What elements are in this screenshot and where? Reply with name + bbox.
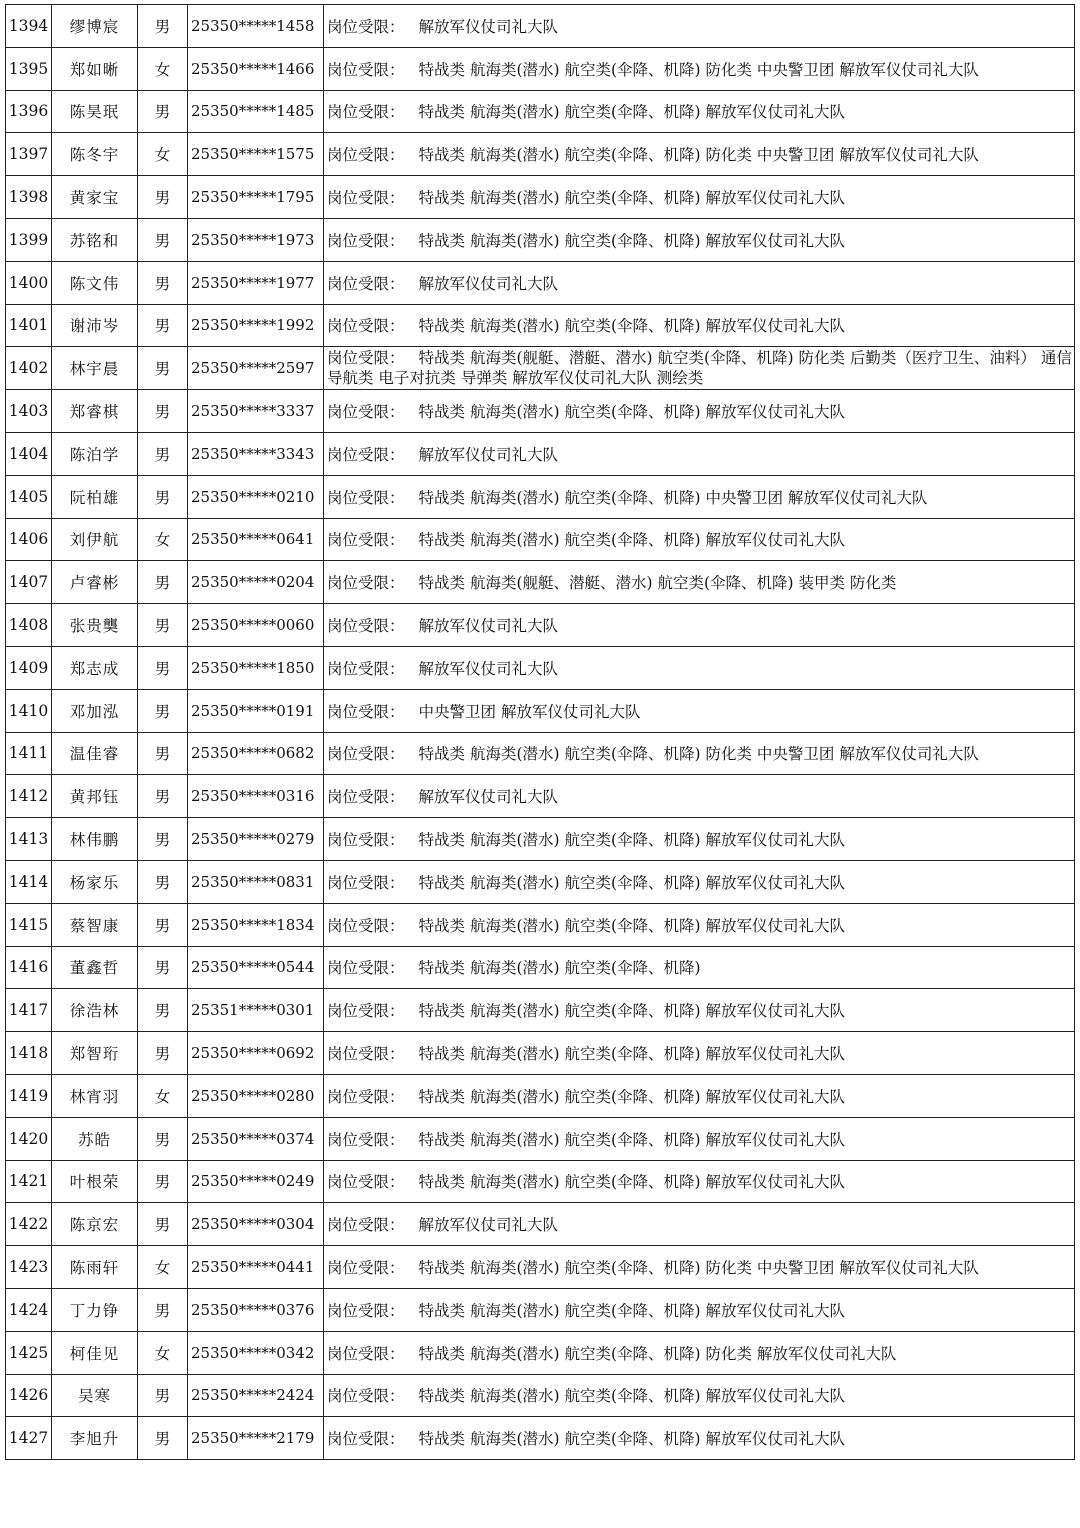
restriction-cell xyxy=(324,732,1075,775)
row-number-cell: 1427 xyxy=(6,1417,52,1460)
restriction-list: 解放军仪仗司礼大队 xyxy=(418,274,559,293)
id-number-cell: 25351*****0301 xyxy=(188,989,324,1032)
name-cell: 卢睿彬 xyxy=(52,561,138,604)
restriction-cell xyxy=(324,347,1075,390)
restriction-list: 解放军仪仗司礼大队 xyxy=(418,659,559,678)
table-row xyxy=(6,475,1075,518)
table-row xyxy=(6,1374,1075,1417)
restriction-label: 岗位受限： xyxy=(327,146,405,165)
restriction-label: 岗位受限： xyxy=(327,959,405,978)
table-row xyxy=(6,860,1075,903)
restriction-label: 岗位受限： xyxy=(327,189,405,208)
restriction-cell xyxy=(324,475,1075,518)
restriction-label: 岗位受限： xyxy=(327,274,405,293)
row-number-cell: 1404 xyxy=(6,432,52,475)
restriction-list: 特战类 航海类(潜水) 航空类(伞降、机降) 防化类 中央警卫团 解放军仪仗司礼大队 xyxy=(418,745,979,764)
table-row xyxy=(6,646,1075,689)
id-number-cell: 25350*****0210 xyxy=(188,475,324,518)
row-number-cell: 1421 xyxy=(6,1160,52,1203)
name-cell: 陈冬宇 xyxy=(52,133,138,176)
gender-cell: 男 xyxy=(138,1203,188,1246)
name-cell: 陈文伟 xyxy=(52,261,138,304)
restriction-cell xyxy=(324,133,1075,176)
row-number-cell: 1406 xyxy=(6,518,52,561)
gender-cell: 男 xyxy=(138,176,188,219)
id-number-cell: 25350*****0376 xyxy=(188,1288,324,1331)
restriction-list: 特战类 航海类(潜水) 航空类(伞降、机降) 解放军仪仗司礼大队 xyxy=(418,1002,845,1021)
restriction-list: 特战类 航海类(潜水) 航空类(伞降、机降) 解放军仪仗司礼大队 xyxy=(418,916,845,935)
table-row xyxy=(6,1117,1075,1160)
restriction-label: 岗位受限： xyxy=(327,1087,405,1106)
restriction-label: 岗位受限： xyxy=(327,231,405,250)
gender-cell: 男 xyxy=(138,903,188,946)
gender-cell: 女 xyxy=(138,1331,188,1374)
id-number-cell: 25350*****1850 xyxy=(188,646,324,689)
restriction-list: 特战类 航海类(潜水) 航空类(伞降、机降) 防化类 中央警卫团 解放军仪仗司礼大队 xyxy=(418,60,979,79)
table-row xyxy=(6,1032,1075,1075)
gender-cell: 男 xyxy=(138,5,188,48)
gender-cell: 女 xyxy=(138,518,188,561)
restriction-label: 岗位受限： xyxy=(327,1216,405,1235)
restriction-list: 解放军仪仗司礼大队 xyxy=(418,617,559,636)
restriction-cell xyxy=(324,946,1075,989)
name-cell: 陈京宏 xyxy=(52,1203,138,1246)
restriction-cell xyxy=(324,1417,1075,1460)
restriction-label: 岗位受限： xyxy=(327,659,405,678)
restriction-label: 岗位受限： xyxy=(327,916,405,935)
row-number-cell: 1399 xyxy=(6,218,52,261)
restriction-cell xyxy=(324,176,1075,219)
restriction-cell xyxy=(324,1246,1075,1289)
table-row xyxy=(6,989,1075,1032)
id-number-cell: 25350*****2179 xyxy=(188,1417,324,1460)
restriction-cell xyxy=(324,1074,1075,1117)
name-cell: 李旭升 xyxy=(52,1417,138,1460)
row-number-cell: 1395 xyxy=(6,47,52,90)
id-number-cell: 25350*****0692 xyxy=(188,1032,324,1075)
restriction-list: 特战类 航海类(潜水) 航空类(伞降、机降) 解放军仪仗司礼大队 xyxy=(418,1130,845,1149)
table-row xyxy=(6,1288,1075,1331)
table-row xyxy=(6,218,1075,261)
name-cell: 陈昊珉 xyxy=(52,90,138,133)
table-row xyxy=(6,5,1075,48)
restriction-label: 岗位受限： xyxy=(327,488,405,507)
gender-cell: 男 xyxy=(138,1160,188,1203)
restriction-list: 特战类 航海类(潜水) 航空类(伞降、机降) 中央警卫团 解放军仪仗司礼大队 xyxy=(418,488,928,507)
restriction-cell xyxy=(324,1117,1075,1160)
restriction-list: 特战类 航海类(潜水) 航空类(伞降、机降) 防化类 中央警卫团 解放军仪仗司礼大队 xyxy=(418,146,979,165)
restriction-cell xyxy=(324,604,1075,647)
restriction-cell xyxy=(324,1331,1075,1374)
row-number-cell: 1400 xyxy=(6,261,52,304)
restriction-label: 岗位受限： xyxy=(327,873,405,892)
table-row xyxy=(6,818,1075,861)
restriction-label: 岗位受限： xyxy=(327,103,405,122)
id-number-cell: 25350*****2424 xyxy=(188,1374,324,1417)
restriction-label: 岗位受限： xyxy=(327,445,405,464)
row-number-cell: 1422 xyxy=(6,1203,52,1246)
name-cell: 苏铭和 xyxy=(52,218,138,261)
name-cell: 郑志成 xyxy=(52,646,138,689)
restriction-cell xyxy=(324,518,1075,561)
restriction-label: 岗位受限： xyxy=(327,60,405,79)
table-row xyxy=(6,1417,1075,1460)
id-number-cell: 25350*****0060 xyxy=(188,604,324,647)
id-number-cell: 25350*****0280 xyxy=(188,1074,324,1117)
restriction-list: 特战类 航海类(潜水) 航空类(伞降、机降) 解放军仪仗司礼大队 xyxy=(418,1301,845,1320)
restriction-cell xyxy=(324,860,1075,903)
table-row xyxy=(6,604,1075,647)
name-cell: 郑智珩 xyxy=(52,1032,138,1075)
name-cell: 黄邦钰 xyxy=(52,775,138,818)
gender-cell: 男 xyxy=(138,432,188,475)
name-cell: 陈泊学 xyxy=(52,432,138,475)
gender-cell: 男 xyxy=(138,946,188,989)
restriction-list: 特战类 航海类(潜水) 航空类(伞降、机降) 防化类 解放军仪仗司礼大队 xyxy=(418,1344,897,1363)
restriction-list: 特战类 航海类(潜水) 航空类(伞降、机降) 解放军仪仗司礼大队 xyxy=(418,1430,845,1449)
id-number-cell: 25350*****0682 xyxy=(188,732,324,775)
row-number-cell: 1416 xyxy=(6,946,52,989)
name-cell: 陈雨轩 xyxy=(52,1246,138,1289)
row-number-cell: 1398 xyxy=(6,176,52,219)
row-number-cell: 1408 xyxy=(6,604,52,647)
restriction-cell xyxy=(324,1374,1075,1417)
restriction-list: 特战类 航海类(潜水) 航空类(伞降、机降) 解放军仪仗司礼大队 xyxy=(418,531,845,550)
id-number-cell: 25350*****0641 xyxy=(188,518,324,561)
restriction-cell xyxy=(324,47,1075,90)
restriction-cell xyxy=(324,1203,1075,1246)
row-number-cell: 1410 xyxy=(6,689,52,732)
name-cell: 丁力铮 xyxy=(52,1288,138,1331)
name-cell: 刘伊航 xyxy=(52,518,138,561)
restriction-cell xyxy=(324,1288,1075,1331)
restriction-label: 岗位受限： xyxy=(327,1430,405,1449)
restriction-list: 特战类 航海类(潜水) 航空类(伞降、机降) 解放军仪仗司礼大队 xyxy=(418,1087,845,1106)
restriction-cell xyxy=(324,304,1075,347)
name-cell: 郑睿棋 xyxy=(52,390,138,433)
row-number-cell: 1401 xyxy=(6,304,52,347)
gender-cell: 男 xyxy=(138,1417,188,1460)
restriction-label: 岗位受限： xyxy=(327,831,405,850)
restriction-label: 岗位受限： xyxy=(327,1173,405,1192)
restriction-list: 特战类 航海类(潜水) 航空类(伞降、机降) 解放军仪仗司礼大队 xyxy=(418,1045,845,1064)
gender-cell: 男 xyxy=(138,1117,188,1160)
table-row xyxy=(6,1331,1075,1374)
restriction-label: 岗位受限： xyxy=(327,1130,405,1149)
restriction-label: 岗位受限： xyxy=(327,1045,405,1064)
gender-cell: 男 xyxy=(138,1288,188,1331)
row-number-cell: 1425 xyxy=(6,1331,52,1374)
id-number-cell: 25350*****0831 xyxy=(188,860,324,903)
row-number-cell: 1405 xyxy=(6,475,52,518)
restriction-list: 中央警卫团 解放军仪仗司礼大队 xyxy=(418,702,641,721)
restriction-label: 岗位受限： xyxy=(327,403,405,422)
restriction-cell xyxy=(324,1032,1075,1075)
row-number-cell: 1420 xyxy=(6,1117,52,1160)
id-number-cell: 25350*****1795 xyxy=(188,176,324,219)
name-cell: 林宵羽 xyxy=(52,1074,138,1117)
restriction-cell xyxy=(324,818,1075,861)
row-number-cell: 1414 xyxy=(6,860,52,903)
restriction-list: 特战类 航海类(潜水) 航空类(伞降、机降) 解放军仪仗司礼大队 xyxy=(418,231,845,250)
table-row xyxy=(6,775,1075,818)
name-cell: 邓加泓 xyxy=(52,689,138,732)
name-cell: 黄家宝 xyxy=(52,176,138,219)
table-row xyxy=(6,390,1075,433)
table-row xyxy=(6,133,1075,176)
id-number-cell: 25350*****3337 xyxy=(188,390,324,433)
gender-cell: 男 xyxy=(138,475,188,518)
name-cell: 张贵龑 xyxy=(52,604,138,647)
gender-cell: 女 xyxy=(138,1246,188,1289)
restriction-list: 特战类 航海类(潜水) 航空类(伞降、机降) 解放军仪仗司礼大队 xyxy=(418,831,845,850)
restriction-list: 特战类 航海类(舰艇、潜艇、潜水) 航空类(伞降、机降) 装甲类 防化类 xyxy=(418,574,897,593)
restriction-list: 解放军仪仗司礼大队 xyxy=(418,1216,559,1235)
gender-cell: 女 xyxy=(138,47,188,90)
gender-cell: 男 xyxy=(138,261,188,304)
id-number-cell: 25350*****1977 xyxy=(188,261,324,304)
table-row xyxy=(6,1074,1075,1117)
gender-cell: 男 xyxy=(138,775,188,818)
row-number-cell: 1396 xyxy=(6,90,52,133)
row-number-cell: 1397 xyxy=(6,133,52,176)
restriction-cell xyxy=(324,689,1075,732)
restriction-cell xyxy=(324,390,1075,433)
row-number-cell: 1409 xyxy=(6,646,52,689)
row-number-cell: 1415 xyxy=(6,903,52,946)
table-row xyxy=(6,1246,1075,1289)
id-number-cell: 25350*****0374 xyxy=(188,1117,324,1160)
restriction-cell xyxy=(324,5,1075,48)
row-number-cell: 1417 xyxy=(6,989,52,1032)
restriction-label: 岗位受限： xyxy=(327,1259,405,1277)
restriction-label: 岗位受限： xyxy=(327,745,405,764)
restriction-cell xyxy=(324,261,1075,304)
name-cell: 缪博宸 xyxy=(52,5,138,48)
restriction-list: 特战类 航海类(潜水) 航空类(伞降、机降) 解放军仪仗司礼大队 xyxy=(418,189,845,208)
restriction-cell xyxy=(324,989,1075,1032)
gender-cell: 女 xyxy=(138,133,188,176)
name-cell: 林宇晨 xyxy=(52,347,138,390)
table-row xyxy=(6,561,1075,604)
row-number-cell: 1424 xyxy=(6,1288,52,1331)
id-number-cell: 25350*****1485 xyxy=(188,90,324,133)
table-body xyxy=(6,5,1075,1460)
restriction-label: 岗位受限： xyxy=(327,574,405,593)
id-number-cell: 25350*****1834 xyxy=(188,903,324,946)
gender-cell: 男 xyxy=(138,347,188,390)
table-row xyxy=(6,176,1075,219)
id-number-cell: 25350*****0441 xyxy=(188,1246,324,1289)
gender-cell: 女 xyxy=(138,1074,188,1117)
row-number-cell: 1411 xyxy=(6,732,52,775)
id-number-cell: 25350*****0191 xyxy=(188,689,324,732)
id-number-cell: 25350*****1575 xyxy=(188,133,324,176)
gender-cell: 男 xyxy=(138,818,188,861)
id-number-cell: 25350*****0544 xyxy=(188,946,324,989)
restriction-label: 岗位受限： xyxy=(327,788,405,807)
table-row xyxy=(6,946,1075,989)
name-cell: 董鑫哲 xyxy=(52,946,138,989)
row-number-cell: 1413 xyxy=(6,818,52,861)
gender-cell: 男 xyxy=(138,561,188,604)
restriction-label: 岗位受限： xyxy=(327,1301,405,1320)
restriction-cell xyxy=(324,646,1075,689)
table-row xyxy=(6,261,1075,304)
restriction-label: 岗位受限： xyxy=(327,17,405,36)
restriction-list: 解放军仪仗司礼大队 xyxy=(418,445,559,464)
id-number-cell: 25350*****0316 xyxy=(188,775,324,818)
table-row xyxy=(6,903,1075,946)
id-number-cell: 25350*****1458 xyxy=(188,5,324,48)
gender-cell: 男 xyxy=(138,604,188,647)
row-number-cell: 1419 xyxy=(6,1074,52,1117)
name-cell: 杨家乐 xyxy=(52,860,138,903)
table-row xyxy=(6,689,1075,732)
restriction-label: 岗位受限： xyxy=(327,1387,405,1406)
id-number-cell: 25350*****2597 xyxy=(188,347,324,390)
restriction-label: 岗位受限： xyxy=(327,531,405,550)
name-cell: 叶根荣 xyxy=(52,1160,138,1203)
restriction-label: 岗位受限： xyxy=(327,349,405,368)
table-row xyxy=(6,1203,1075,1246)
gender-cell: 男 xyxy=(138,390,188,433)
gender-cell: 男 xyxy=(138,218,188,261)
id-number-cell: 25350*****3343 xyxy=(188,432,324,475)
id-number-cell: 25350*****0342 xyxy=(188,1331,324,1374)
restriction-cell xyxy=(324,218,1075,261)
row-number-cell: 1394 xyxy=(6,5,52,48)
restriction-list: 特战类 航海类(潜水) 航空类(伞降、机降) 解放军仪仗司礼大队 xyxy=(418,1173,845,1192)
table-row xyxy=(6,732,1075,775)
gender-cell: 男 xyxy=(138,1032,188,1075)
gender-cell: 男 xyxy=(138,1374,188,1417)
restriction-label: 岗位受限： xyxy=(327,1344,405,1363)
table-row xyxy=(6,1160,1075,1203)
name-cell: 郑如晰 xyxy=(52,47,138,90)
restriction-cell xyxy=(324,775,1075,818)
name-cell: 林伟鹏 xyxy=(52,818,138,861)
row-number-cell: 1418 xyxy=(6,1032,52,1075)
restriction-cell xyxy=(324,90,1075,133)
restriction-list: 解放军仪仗司礼大队 xyxy=(418,17,559,36)
restriction-cell xyxy=(324,432,1075,475)
name-cell: 徐浩林 xyxy=(52,989,138,1032)
row-number-cell: 1423 xyxy=(6,1246,52,1289)
name-cell: 苏皓 xyxy=(52,1117,138,1160)
restriction-list: 特战类 航海类(潜水) 航空类(伞降、机降) 解放军仪仗司礼大队 xyxy=(418,1387,845,1406)
id-number-cell: 25350*****0204 xyxy=(188,561,324,604)
table-row xyxy=(6,47,1075,90)
id-number-cell: 25350*****1973 xyxy=(188,218,324,261)
restriction-list: 特战类 航海类(潜水) 航空类(伞降、机降) 解放军仪仗司礼大队 xyxy=(418,317,845,336)
row-number-cell: 1412 xyxy=(6,775,52,818)
restriction-list: 解放军仪仗司礼大队 xyxy=(418,788,559,807)
restriction-list: 特战类 航海类(潜水) 航空类(伞降、机降) 解放军仪仗司礼大队 xyxy=(418,403,845,422)
id-number-cell: 25350*****1466 xyxy=(188,47,324,90)
name-cell: 温佳睿 xyxy=(52,732,138,775)
id-number-cell: 25350*****1992 xyxy=(188,304,324,347)
table-row xyxy=(6,304,1075,347)
row-number-cell: 1403 xyxy=(6,390,52,433)
restriction-list: 特战类 航海类(潜水) 航空类(伞降、机降) 防化类 中央警卫团 解放军仪仗司礼大队 xyxy=(418,1259,979,1277)
row-number-cell: 1426 xyxy=(6,1374,52,1417)
restriction-list: 特战类 航海类(潜水) 航空类(伞降、机降) 解放军仪仗司礼大队 xyxy=(418,873,845,892)
name-cell: 吴寒 xyxy=(52,1374,138,1417)
table-row xyxy=(6,347,1075,390)
name-cell: 阮柏雄 xyxy=(52,475,138,518)
table-row xyxy=(6,90,1075,133)
restriction-label: 岗位受限： xyxy=(327,617,405,636)
name-cell: 蔡智康 xyxy=(52,903,138,946)
restriction-label: 岗位受限： xyxy=(327,317,405,336)
gender-cell: 男 xyxy=(138,989,188,1032)
gender-cell: 男 xyxy=(138,90,188,133)
gender-cell: 男 xyxy=(138,646,188,689)
restriction-cell xyxy=(324,561,1075,604)
restriction-list: 特战类 航海类(舰艇、潜艇、潜水) 航空类(伞降、机降) 防化类 后勤类（医疗卫生、油料） 通信导航类 电子对抗类 导弹类 解放军仪仗司礼大队 测绘类 xyxy=(327,349,1072,388)
id-number-cell: 25350*****0279 xyxy=(188,818,324,861)
name-cell: 谢沛岑 xyxy=(52,304,138,347)
gender-cell: 男 xyxy=(138,860,188,903)
restriction-list: 特战类 航海类(潜水) 航空类(伞降、机降) xyxy=(418,959,701,978)
row-number-cell: 1407 xyxy=(6,561,52,604)
restriction-cell xyxy=(324,903,1075,946)
gender-cell: 男 xyxy=(138,689,188,732)
name-cell: 柯佳见 xyxy=(52,1331,138,1374)
restriction-cell xyxy=(324,1160,1075,1203)
restriction-list: 特战类 航海类(潜水) 航空类(伞降、机降) 解放军仪仗司礼大队 xyxy=(418,103,845,122)
id-number-cell: 25350*****0249 xyxy=(188,1160,324,1203)
row-number-cell: 1402 xyxy=(6,347,52,390)
table-row xyxy=(6,518,1075,561)
id-number-cell: 25350*****0304 xyxy=(188,1203,324,1246)
restriction-label: 岗位受限： xyxy=(327,1002,405,1021)
restriction-label: 岗位受限： xyxy=(327,702,405,721)
restriction-table xyxy=(5,4,1075,1460)
gender-cell: 男 xyxy=(138,732,188,775)
gender-cell: 男 xyxy=(138,304,188,347)
table-row xyxy=(6,432,1075,475)
